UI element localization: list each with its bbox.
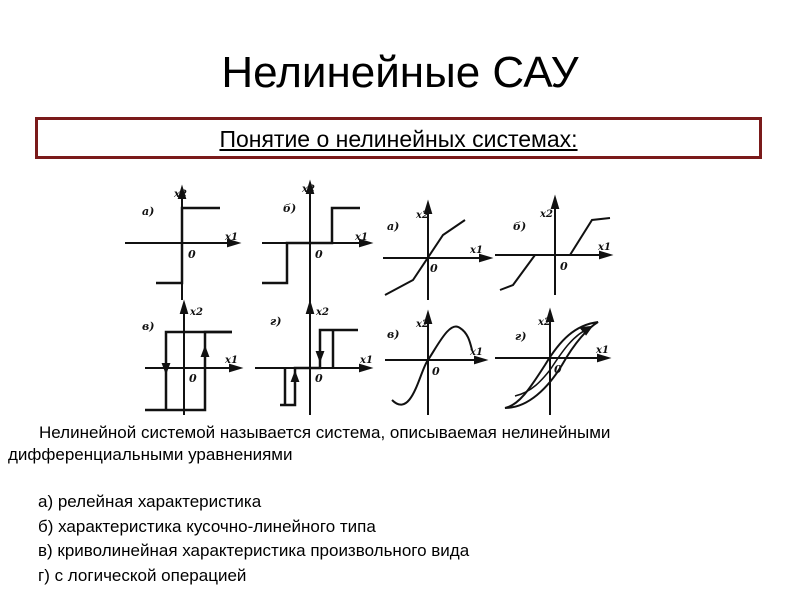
list-item: в) криволинейная характеристика произвольного вида: [38, 541, 470, 560]
axis-y-label: x2: [538, 317, 551, 328]
subtitle-text: Понятие о нелинейных системах:: [219, 126, 578, 152]
axis-x-label: x1: [596, 345, 609, 356]
panel-saturation: [495, 198, 611, 295]
panel-relay-deadzone: [262, 183, 370, 305]
panel-tag: а): [142, 205, 155, 218]
panel-piecewise-linear: [383, 203, 490, 300]
characteristics-figure: [120, 170, 620, 415]
axis-y-label: x2: [316, 307, 329, 318]
panel-tag: а): [387, 220, 400, 233]
axis-y-label: x2: [174, 189, 187, 200]
axis-y-label: x2: [416, 210, 429, 221]
panel-hysteresis-loop: [495, 311, 609, 415]
slide-title: Нелинейные САУ: [221, 48, 579, 97]
list-item: а) релейная характеристика: [38, 492, 262, 511]
panel-relay-ideal: [125, 188, 238, 300]
panel-tag: б): [283, 202, 297, 215]
panel-tag: в): [387, 328, 400, 341]
definition-paragraph: [8, 422, 788, 466]
axis-x-label: x1: [225, 232, 238, 243]
list-item: б) характеристика кусочно-линейного типа: [38, 516, 376, 536]
panel-relay-deadzone-hysteresis: [255, 303, 373, 415]
axis-y-label: x2: [302, 184, 315, 195]
axis-y-label: x2: [190, 307, 203, 318]
panel-relay-hysteresis: [142, 303, 240, 415]
origin-label: 0: [560, 260, 568, 273]
origin-label: 0: [430, 262, 438, 275]
origin-label: 0: [315, 372, 323, 385]
axis-x-label: x1: [360, 355, 373, 366]
axis-y-label: x2: [416, 319, 429, 330]
origin-label: 0: [188, 248, 196, 261]
list-item: г) с логической операцией: [38, 565, 247, 585]
panel-tag: г): [270, 315, 282, 328]
panel-tag: б): [513, 220, 527, 233]
subtitle-box: [35, 117, 762, 159]
axis-x-label: x1: [225, 355, 238, 366]
axis-x-label: x1: [470, 245, 483, 256]
characteristics-list: [38, 490, 469, 588]
axis-x-label: x1: [598, 242, 611, 253]
axis-x-label: x1: [470, 347, 483, 358]
definition-text: Нелинейной системой называется система, описываемая нелинейными дифференциальными уравнениями: [8, 423, 611, 464]
panel-tag: в): [142, 320, 155, 333]
axis-y-label: x2: [540, 209, 553, 220]
axis-x-label: x1: [355, 232, 368, 243]
panel-tag: г): [515, 330, 527, 343]
origin-label: 0: [189, 372, 197, 385]
panel-curvilinear: [385, 313, 485, 415]
origin-label: 0: [315, 248, 323, 261]
origin-label: 0: [432, 365, 440, 378]
origin-label: 0: [554, 363, 562, 376]
